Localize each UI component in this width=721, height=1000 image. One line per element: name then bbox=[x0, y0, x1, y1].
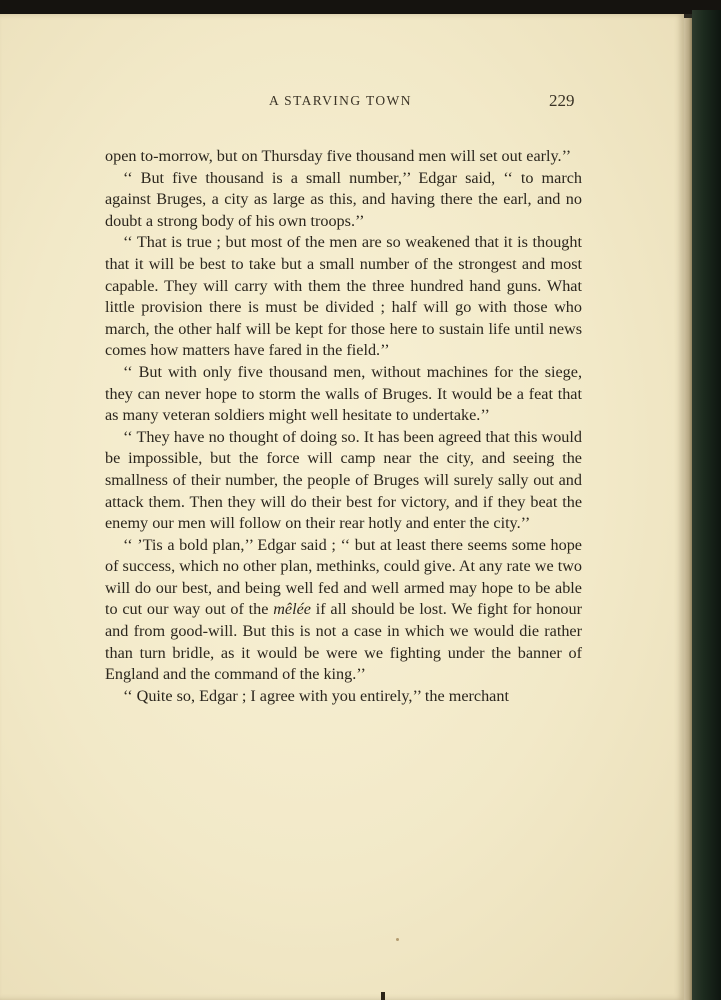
scan-top-border bbox=[0, 0, 721, 14]
paragraph-5: ‘‘ They have no thought of doing so. It has been agreed that this would be impossible, but the force will camp near the city, and seeing the smallness of their number, the people of Bruges will surely sally out and attack them. Then they will do their best for victory, and if they beat the enemy our men will follow on their rear hotly and enter the city.’’ bbox=[105, 427, 582, 533]
bottom-scan-mark bbox=[381, 992, 385, 1000]
paragraph-4: ‘‘ But with only five thousand men, without machines for the siege, they can never hope to storm the walls of Bruges. It would be a feat that as many veteran soldiers might well hesitate to undertake.’’ bbox=[105, 362, 582, 425]
paragraph-2: ‘‘ But five thousand is a small number,’’ Edgar said, ‘‘ to march against Bruges, a city as large as this, and having there the earl, and no doubt a strong body of his own troops.’’ bbox=[105, 168, 582, 230]
page-edge bbox=[684, 18, 692, 1000]
running-head-title: A STARVING TOWN bbox=[269, 93, 412, 108]
paragraph-1: open to-morrow, but on Thursday five thousand men will set out early.’’ bbox=[105, 147, 572, 165]
paragraph-6-italic: mêlée bbox=[273, 600, 311, 619]
page-smudge bbox=[396, 938, 399, 941]
paragraph-6-text-after: if all should be lost. We fight for honour and from good-will. But this is not a case in which we would die rather than turn bridle, as it would be were we fighting under the banner of England and the command of the king.’’ bbox=[105, 600, 582, 684]
paragraph-3: ‘‘ That is true ; but most of the men are so weakened that it is thought that it will be best to take but a small number of the strongest and most capable. They will carry with them the three hundred hand guns. What little provision there is must be divided ; half will go with those who march, the other half will be kept for those here to sustain life until news comes how matters have fared in the field.’’ bbox=[105, 233, 582, 360]
page-number: 229 bbox=[549, 91, 575, 110]
paragraph-6 bbox=[105, 535, 582, 686]
paragraph-6-text-before: ‘‘ ’Tis a bold plan,’’ Edgar said ; ‘‘ but at least there seems some hope of success, which no other plan, methinks, could give. At any rate we two will do our best, and being well fed and well armed may hope to be able to cut our way out of the bbox=[105, 535, 582, 619]
book-spine bbox=[692, 10, 721, 1000]
running-head bbox=[0, 93, 684, 117]
body-text bbox=[105, 146, 582, 707]
paragraph-7: ‘‘ Quite so, Edgar ; I agree with you entirely,’’ the merchant bbox=[123, 686, 509, 705]
